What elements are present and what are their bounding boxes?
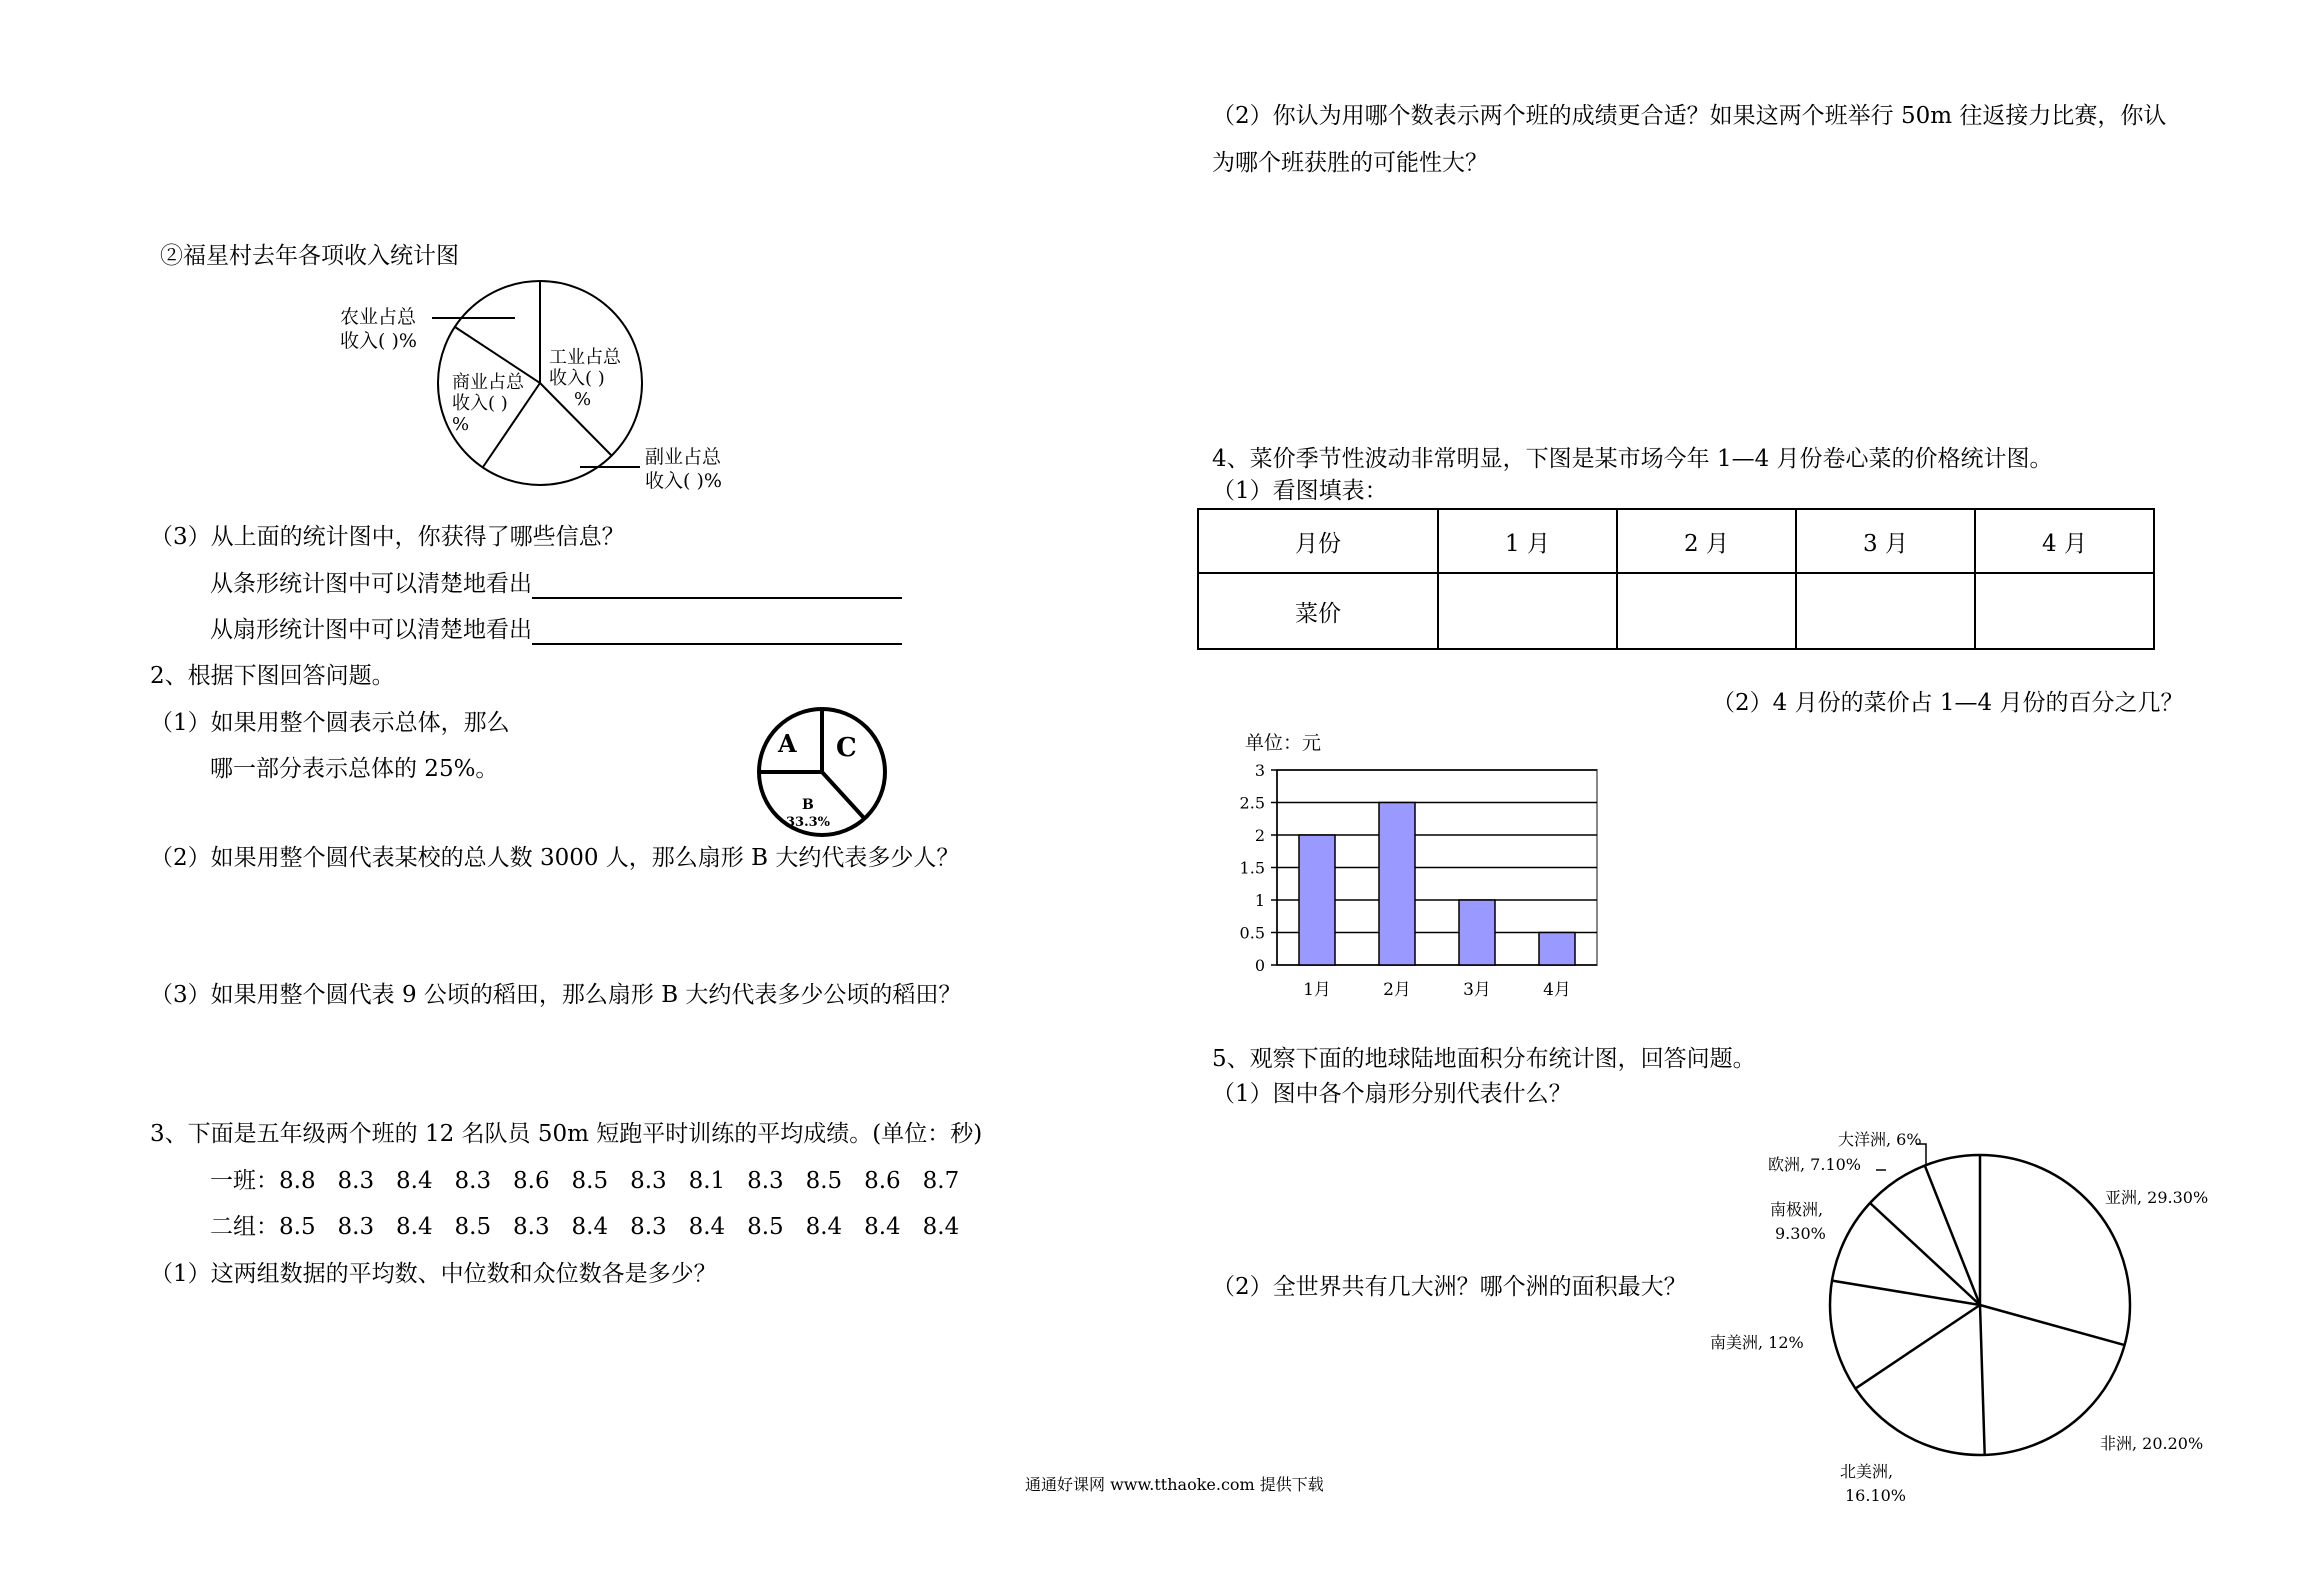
question-2: 2、根据下图回答问题。	[150, 663, 395, 689]
price-cell[interactable]	[1975, 573, 2154, 649]
pie1-label-industry: 工业占总	[549, 347, 621, 368]
price-cell[interactable]	[1617, 573, 1796, 649]
x-tick-label: 4月	[1543, 980, 1571, 1000]
question-2-1b: 哪一部分表示总体的 25%。	[210, 756, 499, 782]
question-2-3: （3）如果用整个圆代表 9 公顷的稻田，那么扇形 B 大约代表多少公顷的稻田？	[150, 982, 962, 1008]
abc-pie-chart	[756, 706, 888, 838]
pie-slice-label: 亚洲, 29.30%	[2105, 1188, 2209, 1207]
pie1-label-commerce: %	[452, 414, 470, 435]
pie2-label-b-pct: 33.3%	[786, 815, 831, 830]
answer-blank[interactable]	[532, 621, 902, 645]
question-3-2b: 为哪个班获胜的可能性大？	[1212, 150, 1488, 176]
x-tick-label: 1月	[1303, 980, 1331, 1000]
bar	[1539, 933, 1575, 966]
question-2-1a: （1）如果用整个圆表示总体，那么	[150, 710, 510, 736]
bar	[1299, 835, 1335, 965]
bar-observation-line	[210, 571, 902, 599]
pie1-label-agri: 收入( )%	[340, 330, 417, 352]
pie-slice-label: 欧洲, 7.10%	[1768, 1155, 1862, 1174]
pie1-label-side: 收入( )%	[645, 470, 722, 492]
chart-unit-label: 单位：元	[1245, 732, 1322, 754]
pie2-label-b: B	[802, 797, 814, 813]
y-tick-label: 1.5	[1239, 858, 1265, 878]
y-tick-label: 2	[1254, 826, 1265, 845]
table-header: 2 月	[1617, 509, 1796, 573]
continent-area-pie-chart	[1690, 1120, 2250, 1505]
pie-slice-label: 北美洲,	[1840, 1462, 1894, 1481]
table-header: 4 月	[1975, 509, 2154, 573]
pie1-label-commerce: 商业占总	[452, 372, 524, 393]
x-tick-label: 3月	[1463, 980, 1491, 1000]
pie1-label-side: 副业占总	[645, 446, 722, 468]
income-pie-chart	[340, 280, 760, 500]
question-4-1: （1）看图填表：	[1212, 478, 1388, 504]
table-row-label: 菜价	[1198, 573, 1438, 649]
pie-slice-label: 南极洲,	[1770, 1200, 1824, 1219]
class1-scores: 一班：8.8 8.3 8.4 8.3 8.6 8.5 8.3 8.1 8.3 8.5 8.6 8.7	[210, 1168, 960, 1194]
y-tick-label: 0.5	[1239, 923, 1265, 943]
y-tick-label: 3	[1254, 761, 1265, 780]
question-5: 5、观察下面的地球陆地面积分布统计图，回答问题。	[1212, 1046, 1756, 1072]
cabbage-price-bar-chart	[1200, 725, 1650, 1015]
pie1-label-industry: 收入( )	[549, 368, 605, 389]
question-3: 3、下面是五年级两个班的 12 名队员 50m 短跑平时训练的平均成绩。(单位：秒)	[150, 1121, 983, 1147]
bar	[1379, 803, 1415, 966]
table-header: 1 月	[1438, 509, 1617, 573]
question-4-2: （2）4 月份的菜价占 1—4 月份的百分之几？	[1712, 690, 2184, 716]
pie-observation-label: 从扇形统计图中可以清楚地看出	[210, 617, 532, 643]
answer-blank[interactable]	[532, 575, 902, 599]
pie2-label-a: A	[778, 729, 797, 758]
footer-credit: 通通好课网 www.tthaoke.com 提供下载	[1025, 1475, 1324, 1494]
table-header: 月份	[1198, 509, 1438, 573]
x-tick-label: 2月	[1383, 980, 1411, 1000]
bar	[1459, 900, 1495, 965]
pie-slice-label: 16.10%	[1845, 1486, 1907, 1505]
pie1-label-agri: 农业占总	[340, 306, 417, 328]
pie-slice-label: 大洋洲, 6%	[1838, 1130, 1922, 1149]
question-4: 4、菜价季节性波动非常明显，下图是某市场今年 1—4 月份卷心菜的价格统计图。	[1212, 446, 2053, 472]
pie-observation-line	[210, 617, 902, 645]
question-5-1: （1）图中各个扇形分别代表什么？	[1212, 1081, 1572, 1107]
question-3-1: （1）这两组数据的平均数、中位数和众位数各是多少？	[150, 1261, 717, 1287]
y-tick-label: 1	[1254, 891, 1265, 910]
pie-slice-label: 非洲, 20.20%	[2100, 1434, 2204, 1453]
question-5-2: （2）全世界共有几大洲？哪个洲的面积最大？	[1212, 1274, 1687, 1300]
table-header: 3 月	[1796, 509, 1975, 573]
y-tick-label: 0	[1254, 956, 1265, 975]
price-cell[interactable]	[1438, 573, 1617, 649]
price-table	[1197, 508, 2155, 650]
price-cell[interactable]	[1796, 573, 1975, 649]
pie1-title: ②福星村去年各项收入统计图	[160, 243, 459, 269]
pie2-label-c: C	[836, 733, 857, 763]
question-3-2a: （2）你认为用哪个数表示两个班的成绩更合适？如果这两个班举行 50m 往返接力比赛，你认	[1212, 103, 2167, 129]
pie1-label-industry: %	[574, 389, 592, 410]
question-1-3: （3）从上面的统计图中，你获得了哪些信息？	[150, 524, 625, 550]
y-tick-label: 2.5	[1239, 793, 1265, 813]
bar-observation-label: 从条形统计图中可以清楚地看出	[210, 571, 532, 597]
question-2-2: （2）如果用整个圆代表某校的总人数 3000 人，那么扇形 B 大约代表多少人？	[150, 845, 960, 871]
pie1-label-commerce: 收入( )	[452, 393, 508, 414]
class2-scores: 二组：8.5 8.3 8.4 8.5 8.3 8.4 8.3 8.4 8.5 8.4 8.4 8.4	[210, 1214, 960, 1240]
pie-slice-label: 南美洲, 12%	[1710, 1333, 1804, 1352]
pie-slice-label: 9.30%	[1775, 1224, 1826, 1243]
